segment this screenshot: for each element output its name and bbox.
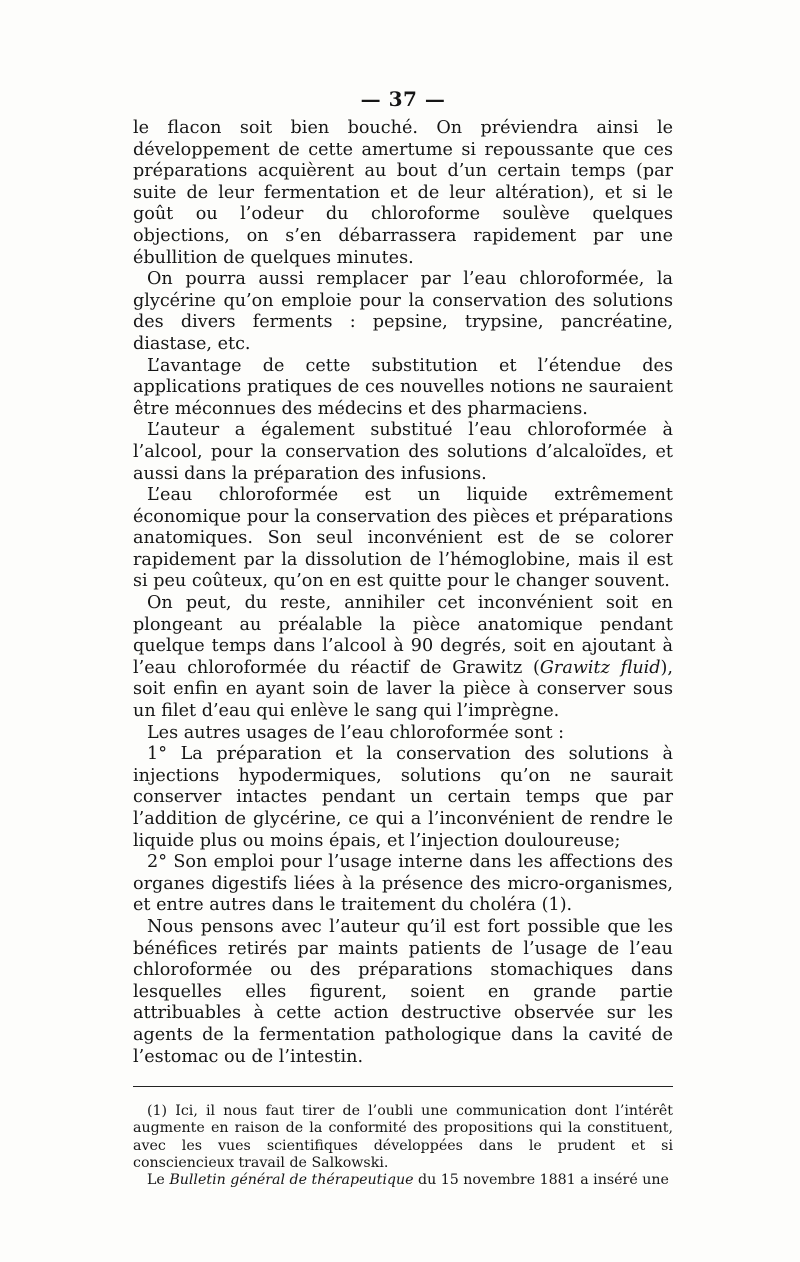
reagent-name-italic: Grawitz fluid xyxy=(539,657,661,678)
paragraph-list-item-2: 2° Son emploi pour l’usage interne dans les affections des organes digestifs liées à la présence des micro-organismes, et entre autres dans le traitement du choléra (1). xyxy=(133,852,673,916)
footnote-text: Le xyxy=(147,1171,170,1188)
footnote: (1) Ici, il nous faut tirer de l’oubli une communication dont l’intérêt augmente en raison de la conformité des propositions qui la constituent, avec les vues scientifiques développées dans le prudent et si consciencieux travail de Salkowski. xyxy=(133,1103,673,1171)
paragraph-with-reagent xyxy=(133,593,673,723)
page-number: — 37 — xyxy=(360,87,446,111)
paragraph: L’auteur a également substitué l’eau chloroformée à l’alcool, pour la conservation des solutions d’alcaloïdes, et aussi dans la préparation des infusions. xyxy=(133,420,673,484)
paragraph: le flacon soit bien bouché. On préviendra ainsi le développement de cette amertume si repoussante que ces préparations acquièrent au bout d’un certain temps (par suite de leur fermentation et de leur altération), et si le goût ou l’odeur du chloroforme soulève quelques objections, on s’en débarrassera rapidement par une ébullition de quelques minutes. xyxy=(133,118,673,268)
journal-title-italic: Bulletin général de thérapeutique xyxy=(169,1171,414,1188)
paragraph: Nous pensons avec l’auteur qu’il est fort possible que les bénéfices retirés par maints patients de l’usage de l’eau chloroformée ou des préparations stomachiques dans lesquelles elles figurent, soient en grande partie attribuables à cette action destructive observée sur les agents de la fermentation pathologique dans la cavité de l’estomac ou de l’intestin. xyxy=(133,916,673,1067)
footnote-text: du 15 novembre 1881 a inséré une xyxy=(413,1171,669,1188)
page-text-block xyxy=(133,84,673,1189)
paragraph-text: On peut, du reste, annihiler cet inconvénient soit en plongeant au préalable la pièce anatomique pendant quelque temps dans l’alcool à 90 degrés, soit en ajoutant à l’eau chloroformée du réactif de Grawitz ( xyxy=(133,593,673,678)
footnote-divider xyxy=(133,1086,673,1087)
paragraph: Les autres usages de l’eau chloroformée sont : xyxy=(147,722,565,743)
paragraph-list-item-1: 1° La préparation et la conservation des solutions à injections hypodermiques, solutions qu’on ne saurait conserver intactes pendant un certain temps que par l’addition de glycérine, ce qui a l’inconvénient de rendre le liquide plus ou moins épais, et l’injection douloureuse; xyxy=(133,744,673,851)
paragraph-text: ), soit enfin en ayant soin de laver la pièce à conserver sous un filet d’eau qui enlève le sang qui l’imprègne. xyxy=(133,657,674,722)
footnote-continuation xyxy=(133,1172,673,1189)
paragraph: L’eau chloroformée est un liquide extrêmement économique pour la conservation des pièces et préparations anatomiques. Son seul inconvénient est de se colorer rapidement par la dissolution de l’hémoglobine, mais il est si peu coûteux, qu’on en est quitte pour le changer souvent. xyxy=(133,485,673,592)
paragraph: On pourra aussi remplacer par l’eau chloroformée, la glycérine qu’on emploie pour la conservation des solutions des divers ferments : pepsine, trypsine, pancréatine, diastase, etc. xyxy=(133,269,673,354)
paragraph: L’avantage de cette substitution et l’étendue des applications pratiques de ces nouvelles notions ne sauraient être méconnues des médecins et des pharmaciens. xyxy=(133,355,673,419)
